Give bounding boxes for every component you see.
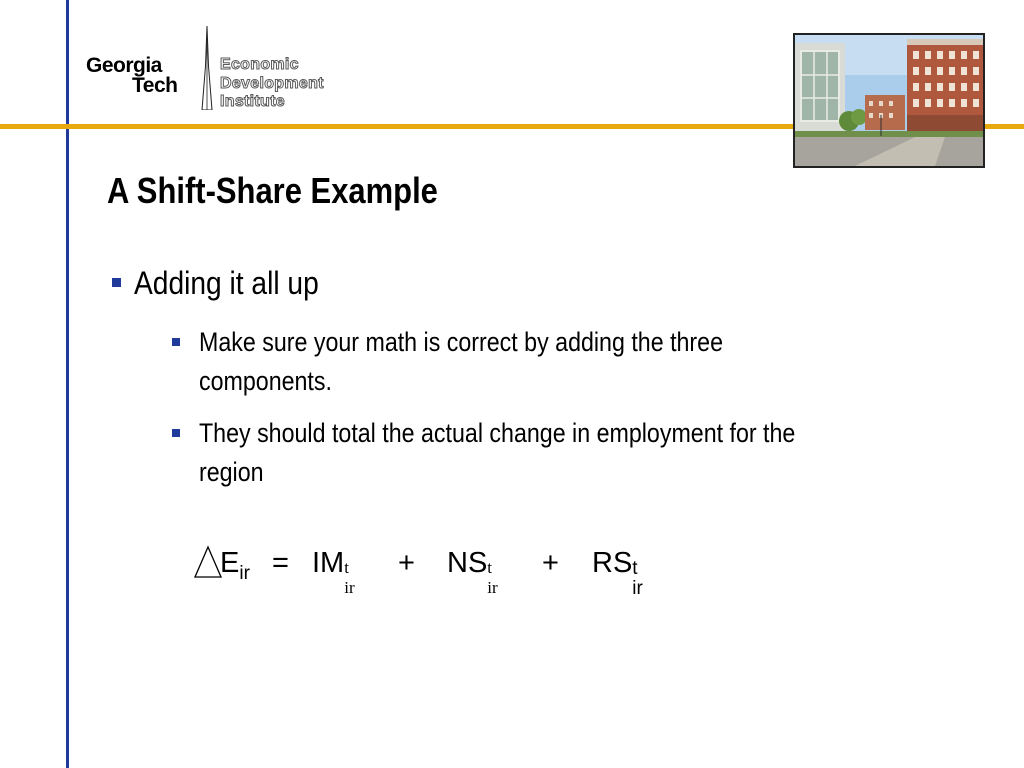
logo-economic-text: Economic — [220, 56, 299, 73]
formula-lhs — [220, 547, 250, 585]
formula-equals: = — [272, 547, 289, 579]
rs-symbol: RS — [592, 547, 633, 579]
subbullet-2 — [108, 414, 868, 492]
formula-term-im — [312, 547, 362, 597]
logo-tech-text: Tech — [132, 74, 178, 97]
subbullet-text: They should total the actual change in employment for the region — [199, 418, 796, 487]
formula-plus-1: + — [398, 547, 415, 579]
logo-georgia-text: Georgia — [86, 54, 162, 77]
left-vertical-rule — [66, 0, 69, 768]
delta-triangle-icon — [193, 545, 223, 579]
ns-superscript: t — [487, 558, 493, 577]
square-bullet-icon — [172, 429, 180, 437]
subbullet-1 — [108, 323, 868, 401]
bullet-level1 — [108, 264, 868, 302]
im-superscript: t — [344, 558, 349, 577]
lhs-subscript: ir — [239, 562, 250, 584]
logo-institute-text: Institute — [220, 93, 285, 110]
tower-spire-icon — [200, 26, 214, 110]
formula-term-rs — [592, 547, 652, 599]
ns-symbol: NS — [447, 547, 488, 579]
ns-subscript: ir — [487, 578, 498, 597]
lhs-symbol: E — [220, 547, 240, 579]
rs-superscript: t — [632, 558, 638, 579]
bullet-text: Adding it all up — [134, 265, 319, 301]
square-bullet-icon — [112, 278, 121, 287]
bullet-list — [108, 264, 868, 492]
campus-buildings-photo — [793, 33, 985, 168]
subbullet-text: Make sure your math is correct by adding the three components. — [199, 327, 723, 396]
gt-edi-logo — [84, 26, 384, 112]
logo-development-text: Development — [220, 75, 324, 92]
formula-plus-2: + — [542, 547, 559, 579]
im-symbol: IM — [312, 547, 345, 579]
im-subscript: ir — [344, 578, 355, 597]
slide-title: A Shift-Share Example — [107, 170, 438, 211]
square-bullet-icon — [172, 338, 180, 346]
formula-term-ns — [447, 547, 505, 597]
rs-subscript: ir — [632, 578, 643, 599]
